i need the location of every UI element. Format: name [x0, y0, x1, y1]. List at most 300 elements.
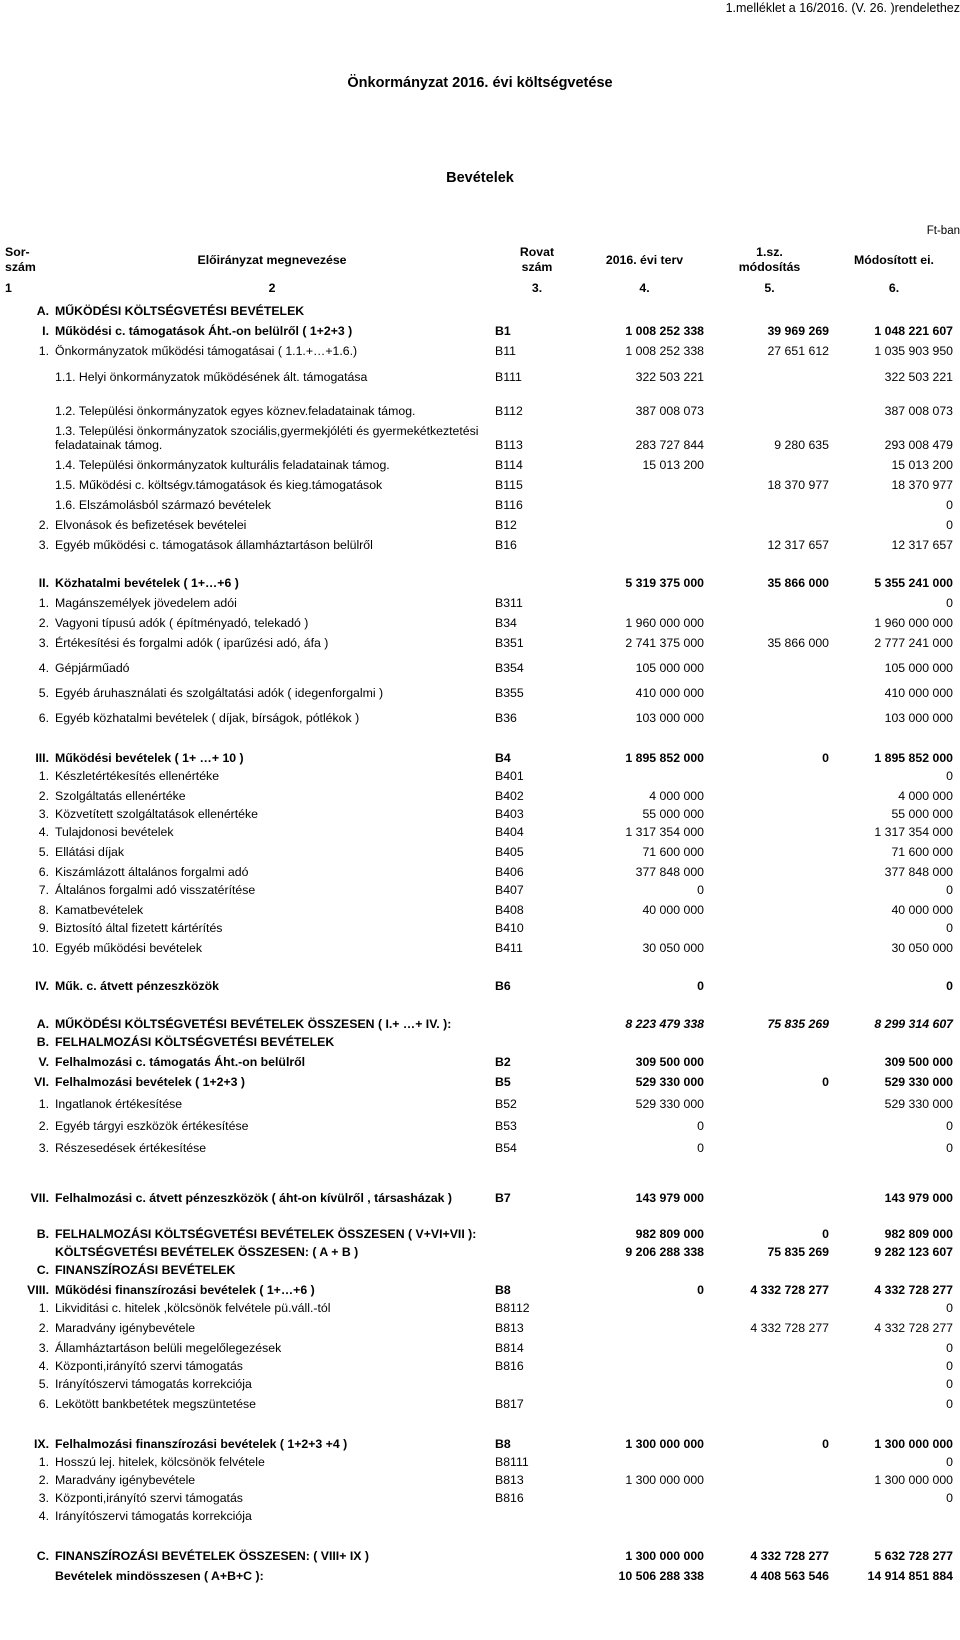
row-number: 3. — [38, 807, 49, 821]
row-number: 4. — [38, 661, 49, 675]
row-name: Felhalmozási finanszírozási bevételek ( 1+2+3 +4 ) — [55, 1437, 348, 1451]
table-row — [2, 897, 956, 917]
row-plan-value — [582, 1335, 707, 1355]
row-code: B8 — [495, 1437, 511, 1451]
row-name: KÖLTSÉGVETÉSI BEVÉTELEK ÖSSZESEN: ( A + B ) — [55, 1245, 359, 1259]
row-name: Működési finanszírozási bevételek ( 1+…+6 ) — [55, 1283, 315, 1297]
table-row — [2, 1487, 956, 1505]
row-modification-value — [707, 1155, 832, 1205]
row-code: B111 — [495, 370, 522, 384]
row-modification-value — [707, 1523, 832, 1543]
row-number: IV. — [35, 979, 49, 993]
row-modification-value: 75 835 269 — [767, 1017, 829, 1031]
row-plan-value — [582, 993, 707, 1011]
row-modification-value — [707, 973, 832, 993]
row-name: 1.6. Elszámolásból származó bevételek — [55, 498, 271, 512]
row-modified-total: 14 914 851 884 — [867, 1569, 953, 1583]
row-modification-value: 0 — [822, 1227, 829, 1241]
table-row — [2, 630, 956, 650]
row-modified-total: 30 050 000 — [891, 941, 953, 955]
row-modified-total: 105 000 000 — [884, 661, 953, 675]
row-name: Irányítószervi támogatás korrekciója — [55, 1509, 252, 1523]
row-modified-total: 5 632 728 277 — [874, 1549, 953, 1563]
row-name: Gépjárműadó — [55, 661, 130, 675]
table-row — [2, 1335, 956, 1355]
row-name: Részesedések értékesítése — [55, 1141, 207, 1155]
row-plan-value — [582, 1505, 707, 1523]
row-modified-total: 1 300 000 000 — [874, 1437, 953, 1451]
row-modified-total — [832, 298, 956, 318]
row-plan-value — [582, 725, 707, 745]
row-name: Egyéb közhatalmi bevételek ( díjak, bírságok, pótlékok ) — [55, 711, 360, 725]
table-row — [2, 452, 956, 472]
row-number: 2. — [38, 1119, 49, 1133]
table-row — [2, 1391, 956, 1411]
row-modified-total: 143 979 000 — [884, 1191, 953, 1205]
table-row — [2, 973, 956, 993]
row-modified-total: 40 000 000 — [891, 903, 953, 917]
row-modification-value: 27 651 612 — [767, 344, 829, 358]
row-code: B404 — [495, 825, 524, 839]
row-modified-total: 1 895 852 000 — [874, 751, 953, 765]
row-number: 6. — [38, 865, 49, 879]
row-code: B116 — [495, 498, 523, 512]
row-name: FELHALMOZÁSI KÖLTSÉGVETÉSI BEVÉTELEK ÖSSZESEN ( V+VI+VII ): — [55, 1227, 477, 1241]
row-code: B113 — [495, 438, 523, 452]
row-name: Egyéb működési bevételek — [55, 941, 202, 955]
row-modified-total: 0 — [946, 1301, 953, 1315]
header-code-line2: szám — [521, 260, 553, 274]
row-modified-total — [832, 1505, 956, 1523]
row-code: B52 — [495, 1097, 517, 1111]
row-code: B814 — [495, 1341, 524, 1355]
row-modification-value: 18 370 977 — [767, 478, 829, 492]
row-code: B12 — [495, 518, 517, 532]
row-code: B408 — [495, 903, 524, 917]
table-row — [2, 821, 956, 839]
table-row — [2, 725, 956, 745]
row-plan-value — [582, 1373, 707, 1391]
row-modification-value — [707, 610, 832, 630]
document-title: Önkormányzat 2016. évi költségvetése — [347, 75, 613, 91]
row-modified-total: 0 — [946, 1359, 953, 1373]
row-code: B1 — [495, 324, 511, 338]
row-code: B54 — [495, 1141, 517, 1155]
row-modified-total: 0 — [946, 1491, 953, 1505]
table-row — [2, 384, 956, 418]
row-modification-value — [707, 917, 832, 935]
row-code: B407 — [495, 883, 524, 897]
row-code: B813 — [495, 1473, 524, 1487]
row-number — [2, 472, 52, 492]
row-modified-total: 387 008 073 — [884, 404, 953, 418]
row-plan-value: 15 013 200 — [642, 458, 704, 472]
row-code: B11 — [495, 344, 516, 358]
row-modification-value — [707, 839, 832, 859]
row-number: 1. — [38, 1097, 49, 1111]
row-number: I. — [42, 324, 49, 338]
table-row — [2, 765, 956, 783]
row-number: 3. — [38, 636, 49, 650]
row-number: 7. — [38, 883, 49, 897]
row-number — [2, 1411, 52, 1431]
row-modification-value — [707, 1451, 832, 1469]
row-modification-value — [707, 492, 832, 512]
row-plan-value: 143 979 000 — [635, 1191, 704, 1205]
row-name: Tulajdonosi bevételek — [55, 825, 174, 839]
row-plan-value: 529 330 000 — [635, 1097, 704, 1111]
row-code: B402 — [495, 789, 524, 803]
row-code — [492, 993, 582, 1011]
row-number: VII. — [30, 1191, 49, 1205]
row-plan-value: 4 000 000 — [649, 789, 704, 803]
row-code: B115 — [495, 478, 523, 492]
row-modification-value — [707, 512, 832, 532]
row-plan-value: 30 050 000 — [642, 941, 704, 955]
row-name: Egyéb működési c. támogatások államháztartáson belülről — [55, 538, 373, 552]
row-modified-total: 8 299 314 607 — [874, 1017, 953, 1031]
header-code — [492, 242, 582, 278]
row-number: 1. — [38, 1301, 49, 1315]
table-row — [2, 358, 956, 384]
row-number: 2. — [38, 518, 49, 532]
column-number: 1 — [5, 280, 12, 295]
revenue-table — [2, 242, 956, 1583]
row-code: B8111 — [495, 1455, 529, 1469]
row-code — [492, 1031, 582, 1049]
row-modified-total: 0 — [946, 1455, 953, 1469]
table-row — [2, 298, 956, 318]
row-modified-total: 9 282 123 607 — [874, 1245, 953, 1259]
row-modification-value — [707, 298, 832, 318]
table-row — [2, 492, 956, 512]
row-modification-value: 9 280 635 — [774, 438, 829, 452]
table-row — [2, 1411, 956, 1431]
table-row — [2, 1355, 956, 1373]
row-name: Felhalmozási c. támogatás Áht.-on belülről — [55, 1055, 306, 1069]
table-row — [2, 318, 956, 338]
row-code: B813 — [495, 1321, 524, 1335]
row-modification-value: 35 866 000 — [767, 636, 829, 650]
row-code: B406 — [495, 865, 524, 879]
row-number: A. — [36, 1017, 49, 1031]
row-plan-value: 55 000 000 — [642, 807, 704, 821]
row-code: B817 — [495, 1397, 524, 1411]
row-name: Elvonások és befizetések bevételei — [55, 518, 247, 532]
table-row — [2, 745, 956, 765]
row-plan-value: 1 008 252 338 — [625, 324, 704, 338]
row-modified-total: 0 — [946, 1119, 953, 1133]
row-plan-value — [582, 765, 707, 783]
row-plan-value: 105 000 000 — [635, 661, 704, 675]
document-subtitle: Bevételek — [446, 170, 514, 186]
row-name: FINANSZÍROZÁSI BEVÉTELEK — [55, 1263, 236, 1277]
row-name: Államháztartáson belüli megelőlegezések — [55, 1341, 282, 1355]
row-plan-value — [582, 955, 707, 973]
row-name: 1.5. Működési c. költségv.támogatások és kieg.támogatások — [55, 478, 383, 492]
row-modification-value — [707, 765, 832, 783]
row-modification-value — [707, 1487, 832, 1505]
row-code — [492, 570, 582, 590]
row-name: Működési c. támogatások Áht.-on belülről ( 1+2+3 ) — [55, 324, 353, 338]
annex-reference: 1.melléklet a 16/2016. (V. 26. )rendelethez — [725, 1, 960, 15]
column-number-row — [2, 278, 956, 298]
table-row — [2, 1011, 956, 1031]
row-name — [52, 993, 492, 1011]
currency-unit: Ft-ban — [926, 225, 960, 237]
row-name: Műk. c. átvett pénzeszközök — [55, 979, 220, 993]
row-code — [492, 1523, 582, 1543]
row-code: B8 — [495, 1283, 511, 1297]
row-modification-value — [707, 897, 832, 917]
row-number: A. — [36, 304, 49, 318]
row-modified-total: 377 848 000 — [884, 865, 953, 879]
row-plan-value: 1 008 252 338 — [625, 344, 704, 358]
header-modification-line1: 1.sz. — [756, 245, 783, 259]
row-number: IX. — [33, 1437, 49, 1451]
table-header-row — [2, 242, 956, 278]
row-code — [492, 1563, 582, 1583]
row-plan-value — [582, 492, 707, 512]
row-number: 1. — [38, 344, 49, 358]
row-plan-value: 103 000 000 — [635, 711, 704, 725]
header-row-number-line1: Sor- — [5, 245, 30, 259]
row-modified-total — [832, 1259, 956, 1277]
row-modified-total: 0 — [946, 769, 953, 783]
header-modified-total: Módosított ei. — [854, 252, 934, 267]
row-name: MŰKÖDÉSI KÖLTSÉGVETÉSI BEVÉTELEK — [55, 304, 305, 318]
row-modification-value — [707, 650, 832, 675]
row-modified-total: 0 — [946, 1341, 953, 1355]
row-name: Likviditási c. hitelek ,kölcsönök felvétele pü.váll.-tól — [55, 1301, 331, 1315]
row-plan-value: 71 600 000 — [642, 845, 704, 859]
table-row — [2, 1505, 956, 1523]
row-name: Egyéb tárgyi eszközök értékesítése — [55, 1119, 249, 1133]
row-code — [492, 1505, 582, 1523]
table-row — [2, 1451, 956, 1469]
table-row — [2, 879, 956, 897]
row-plan-value — [582, 1315, 707, 1335]
row-modification-value — [707, 821, 832, 839]
row-plan-value: 982 809 000 — [635, 1227, 704, 1241]
row-code: B351 — [495, 636, 524, 650]
row-number: 1. — [38, 769, 49, 783]
row-name: Lekötött bankbetétek megszüntetése — [55, 1397, 256, 1411]
row-plan-value — [582, 512, 707, 532]
column-number: 5. — [764, 280, 775, 295]
row-name: Értékesítési és forgalmi adók ( iparűzési adó, áfa ) — [55, 636, 329, 650]
row-number — [2, 1523, 52, 1543]
row-name: 1.3. Települési önkormányzatok szociális,gyermekjóléti és gyermekétkeztetési feladatainak támog. — [55, 424, 479, 452]
row-modified-total — [832, 993, 956, 1011]
row-number: 4. — [38, 825, 49, 839]
row-name: Maradvány igénybevétele — [55, 1473, 196, 1487]
row-modification-value — [707, 993, 832, 1011]
table-row — [2, 1049, 956, 1069]
row-plan-value — [582, 552, 707, 570]
row-modification-value — [707, 384, 832, 418]
table-row — [2, 1297, 956, 1315]
row-modification-value — [707, 590, 832, 610]
row-number: 9. — [38, 921, 49, 935]
row-modified-total: 2 777 241 000 — [874, 636, 953, 650]
row-number: VIII. — [27, 1283, 49, 1297]
row-name: Készletértékesítés ellenértéke — [55, 769, 220, 783]
row-modified-total — [832, 1523, 956, 1543]
row-modified-total: 293 008 479 — [884, 438, 953, 452]
table-row — [2, 1543, 956, 1563]
row-number: 10. — [31, 941, 49, 955]
row-number — [2, 725, 52, 745]
row-code: B36 — [495, 711, 517, 725]
row-modification-value: 12 317 657 — [767, 538, 829, 552]
table-row — [2, 1469, 956, 1487]
row-name: 1.1. Helyi önkormányzatok működésének ált. támogatása — [55, 370, 368, 384]
table-row — [2, 512, 956, 532]
row-number — [2, 452, 52, 472]
row-number — [2, 955, 52, 973]
table-row — [2, 1069, 956, 1089]
header-modification — [707, 242, 832, 278]
row-modified-total: 0 — [946, 979, 953, 993]
row-code: B2 — [495, 1055, 511, 1069]
row-plan-value — [582, 472, 707, 492]
row-name: 1.4. Települési önkormányzatok kulturális feladatainak támog. — [55, 458, 390, 472]
row-modified-total: 1 960 000 000 — [874, 616, 953, 630]
row-code: B355 — [495, 686, 524, 700]
row-plan-value: 387 008 073 — [635, 404, 704, 418]
row-code — [492, 1543, 582, 1563]
row-number: 4. — [38, 1359, 49, 1373]
table-row — [2, 418, 956, 452]
row-number: C. — [36, 1549, 49, 1563]
row-modification-value: 4 332 728 277 — [750, 1283, 829, 1297]
row-modified-total: 0 — [946, 883, 953, 897]
row-code — [492, 1373, 582, 1391]
row-number: III. — [35, 751, 49, 765]
row-number: 3. — [38, 1341, 49, 1355]
table-row — [2, 1563, 956, 1583]
row-modification-value: 0 — [822, 751, 829, 765]
row-name: Működési bevételek ( 1+ …+ 10 ) — [55, 751, 244, 765]
row-number: 5. — [38, 686, 49, 700]
row-number: 4. — [38, 1509, 49, 1523]
table-row — [2, 650, 956, 675]
row-name: Irányítószervi támogatás korrekciója — [55, 1377, 252, 1391]
table-row — [2, 472, 956, 492]
row-name: Közvetített szolgáltatások ellenértéke — [55, 807, 259, 821]
row-plan-value: 0 — [697, 1283, 704, 1297]
row-number: B. — [36, 1227, 49, 1241]
row-code: B53 — [495, 1119, 517, 1133]
row-modified-total: 103 000 000 — [884, 711, 953, 725]
row-number: C. — [36, 1263, 49, 1277]
row-code: B405 — [495, 845, 524, 859]
table-row — [2, 783, 956, 803]
row-modification-value — [707, 1111, 832, 1133]
row-plan-value — [582, 1297, 707, 1315]
row-name: Közhatalmi bevételek ( 1+…+6 ) — [55, 576, 239, 590]
row-plan-value: 8 223 479 338 — [625, 1017, 704, 1031]
row-name: MŰKÖDÉSI KÖLTSÉGVETÉSI BEVÉTELEK ÖSSZESEN ( I.+ …+ IV. ): — [55, 1017, 452, 1031]
row-code — [492, 1259, 582, 1277]
row-modification-value — [707, 1049, 832, 1069]
row-number: 2. — [38, 616, 49, 630]
row-number: 2. — [38, 1473, 49, 1487]
row-number — [2, 1241, 52, 1259]
row-number: V. — [38, 1055, 49, 1069]
table-row — [2, 1111, 956, 1133]
row-modified-total: 0 — [946, 596, 953, 610]
row-code: B34 — [495, 616, 517, 630]
row-code: B4 — [495, 751, 511, 765]
row-modification-value: 75 835 269 — [767, 1245, 829, 1259]
row-number: 3. — [38, 1491, 49, 1505]
row-number: 3. — [38, 1141, 49, 1155]
row-code: B816 — [495, 1491, 524, 1505]
row-plan-value — [582, 298, 707, 318]
row-code: B403 — [495, 807, 524, 821]
row-modified-total: 529 330 000 — [884, 1075, 953, 1089]
row-plan-value: 1 300 000 000 — [625, 1549, 704, 1563]
row-name: Egyéb áruhasználati és szolgáltatási adók ( idegenforgalmi ) — [55, 686, 384, 700]
row-name: 1.2. Települési önkormányzatok egyes köznev.feladatainak támog. — [55, 404, 416, 418]
row-modified-total: 71 600 000 — [891, 845, 953, 859]
row-modified-total: 4 332 728 277 — [874, 1321, 953, 1335]
row-modified-total: 0 — [946, 518, 953, 532]
row-code: B311 — [495, 596, 523, 610]
row-modification-value — [707, 1355, 832, 1373]
row-modified-total: 1 048 221 607 — [874, 324, 953, 338]
row-modified-total: 1 317 354 000 — [874, 825, 953, 839]
row-code: B8112 — [495, 1301, 530, 1315]
row-number: 8. — [38, 903, 49, 917]
row-modification-value — [707, 935, 832, 955]
row-modification-value — [707, 803, 832, 821]
table-row — [2, 1205, 956, 1241]
column-number: 6. — [888, 280, 900, 295]
table-row — [2, 803, 956, 821]
table-row — [2, 917, 956, 935]
row-modified-total — [832, 1411, 956, 1431]
table-row — [2, 532, 956, 552]
row-modified-total — [832, 725, 956, 745]
row-modification-value — [707, 859, 832, 879]
table-row — [2, 1277, 956, 1297]
row-modified-total: 0 — [946, 921, 953, 935]
row-code: B16 — [495, 538, 517, 552]
row-modified-total — [832, 955, 956, 973]
row-name: Maradvány igénybevétele — [55, 1321, 196, 1335]
table-row — [2, 570, 956, 590]
row-name: Ellátási díjak — [55, 845, 125, 859]
row-plan-value — [582, 1355, 707, 1373]
row-modification-value: 0 — [822, 1437, 829, 1451]
row-number: 2. — [38, 789, 49, 803]
header-item-name: Előirányzat megnevezése — [197, 252, 347, 267]
column-number: 4. — [639, 280, 650, 295]
row-name: Központi,irányító szervi támogatás — [55, 1491, 243, 1505]
row-code — [492, 1241, 582, 1259]
row-plan-value: 1 317 354 000 — [625, 825, 704, 839]
row-number: 5. — [38, 1377, 49, 1391]
row-number: 1. — [38, 1455, 49, 1469]
row-name: Kiszámlázott általános forgalmi adó — [55, 865, 249, 879]
row-modified-total: 4 000 000 — [898, 789, 953, 803]
row-plan-value — [582, 532, 707, 552]
header-row-number — [2, 242, 52, 278]
row-modification-value — [707, 725, 832, 745]
